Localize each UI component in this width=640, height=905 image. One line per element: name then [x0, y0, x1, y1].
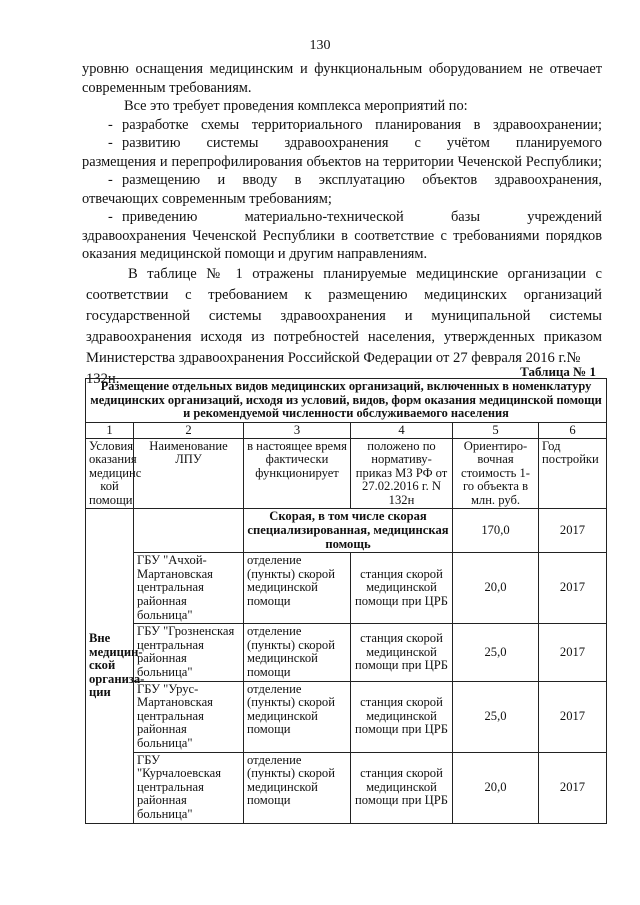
- condition-cell: Вне медицин- ской организа- ции: [86, 509, 134, 823]
- list-dash: -: [108, 209, 113, 225]
- lpu-name: ГБУ "Грозненская центральная районная больница": [134, 624, 244, 681]
- list-item: [82, 171, 602, 190]
- section-cost: 170,0: [453, 509, 539, 553]
- paragraph-line: Министерства здравоохранения Российской Федерации от 27 февраля 2016 г.№ 132н.: [86, 349, 581, 387]
- year-value: 2017: [539, 624, 607, 681]
- col-number: 6: [539, 422, 607, 438]
- list-item-text: разработке схемы территориального планирования в здравоохранении;: [122, 116, 602, 133]
- current-service: отделение (пункты) скорой медицинской помощи: [244, 681, 351, 752]
- col-number: 1: [86, 422, 134, 438]
- norm-service: станция скорой медицинской помощи при ЦРБ: [351, 681, 453, 752]
- year-value: 2017: [539, 752, 607, 823]
- paragraph-line: уровню оснащения медицинским и функциональным оборудованием не отвечает: [82, 61, 602, 77]
- year-value: 2017: [539, 681, 607, 752]
- body-text: [82, 60, 602, 390]
- paragraph-line: В таблице № 1 отражены планируемые медицинские организации с: [128, 265, 602, 282]
- paragraph-line: соответствии с требованием к размещению медицинских организаций: [86, 286, 602, 303]
- header-current: в настоящее время фактически функционирует: [244, 438, 351, 509]
- list-item: [82, 134, 602, 153]
- list-item: [82, 208, 602, 227]
- header-conditions: Условия оказания медицинс кой помощи: [86, 438, 134, 509]
- section-title: Скорая, в том числе скорая специализированная, медицинская помощь: [244, 509, 453, 553]
- col-number: 3: [244, 422, 351, 438]
- header-lpu-name: Наименование ЛПУ: [134, 438, 244, 509]
- header-year: Год постройки: [539, 438, 607, 509]
- header-cost: Ориентиро- вочная стоимость 1- го объекта в млн. руб.: [453, 438, 539, 509]
- paragraph-line: здравоохранения исходя из потребностей населения, утвержденных приказом: [86, 328, 602, 345]
- section-year: 2017: [539, 509, 607, 553]
- empty-cell: [134, 509, 244, 553]
- page-number: 130: [309, 38, 331, 53]
- list-item-cont: отвечающих современным требованиям;: [82, 190, 332, 207]
- current-service: отделение (пункты) скорой медицинской помощи: [244, 752, 351, 823]
- norm-service: станция скорой медицинской помощи при ЦРБ: [351, 752, 453, 823]
- list-dash: -: [108, 135, 113, 151]
- col-number: 2: [134, 422, 244, 438]
- lpu-name: ГБУ "Курчалоевская центральная районная больница": [134, 752, 244, 823]
- list-item-text: приведению материально-технической базы учреждений: [122, 209, 602, 225]
- paragraph-line: государственной системы здравоохранения и муниципальной системы: [86, 307, 602, 324]
- table-title: Размещение отдельных видов медицинских организаций, включенных в номенклатуру медицинских организаций, исходя из условий, видов, форм оказания медицинской помощи и рекомендуемой численности обслуживаемого населения: [86, 379, 607, 423]
- current-service: отделение (пункты) скорой медицинской помощи: [244, 553, 351, 624]
- cost-value: 20,0: [453, 553, 539, 624]
- list-dash: -: [108, 116, 113, 133]
- header-norm: положено по нормативу- приказ МЗ РФ от 27.02.2016 г. N 132н: [351, 438, 453, 509]
- cost-value: 20,0: [453, 752, 539, 823]
- list-dash: -: [108, 172, 113, 188]
- current-service: отделение (пункты) скорой медицинской помощи: [244, 624, 351, 681]
- col-number: 4: [351, 422, 453, 438]
- list-item-cont: оказания медицинской помощи и другим направлениям.: [82, 246, 428, 262]
- cost-value: 25,0: [453, 624, 539, 681]
- lpu-name: ГБУ "Ачхой-Мартановская центральная районная больница": [134, 553, 244, 624]
- col-number: 5: [453, 422, 539, 438]
- list-item-cont: здравоохранения Чеченской Республики в соответствие с требованиями порядков: [82, 227, 602, 244]
- list-item: [82, 116, 602, 135]
- list-item-cont: размещения и перепрофилирования объектов на территории Чеченской Республики;: [82, 153, 602, 170]
- lpu-name: ГБУ "Урус-Мартановская центральная районная больница": [134, 681, 244, 752]
- table-caption: Таблица № 1: [520, 364, 596, 379]
- paragraph-intro: Все это требует проведения комплекса мероприятий по:: [124, 98, 468, 114]
- placement-table: [85, 378, 607, 824]
- list-item-text: размещению и вводу в эксплуатацию объектов здравоохранения,: [122, 172, 602, 188]
- year-value: 2017: [539, 553, 607, 624]
- norm-service: станция скорой медицинской помощи при ЦРБ: [351, 624, 453, 681]
- paragraph-line: современным требованиям.: [82, 79, 252, 96]
- norm-service: станция скорой медицинской помощи при ЦРБ: [351, 553, 453, 624]
- cost-value: 25,0: [453, 681, 539, 752]
- list-item-text: развитию системы здравоохранения с учётом планируемого: [122, 135, 602, 151]
